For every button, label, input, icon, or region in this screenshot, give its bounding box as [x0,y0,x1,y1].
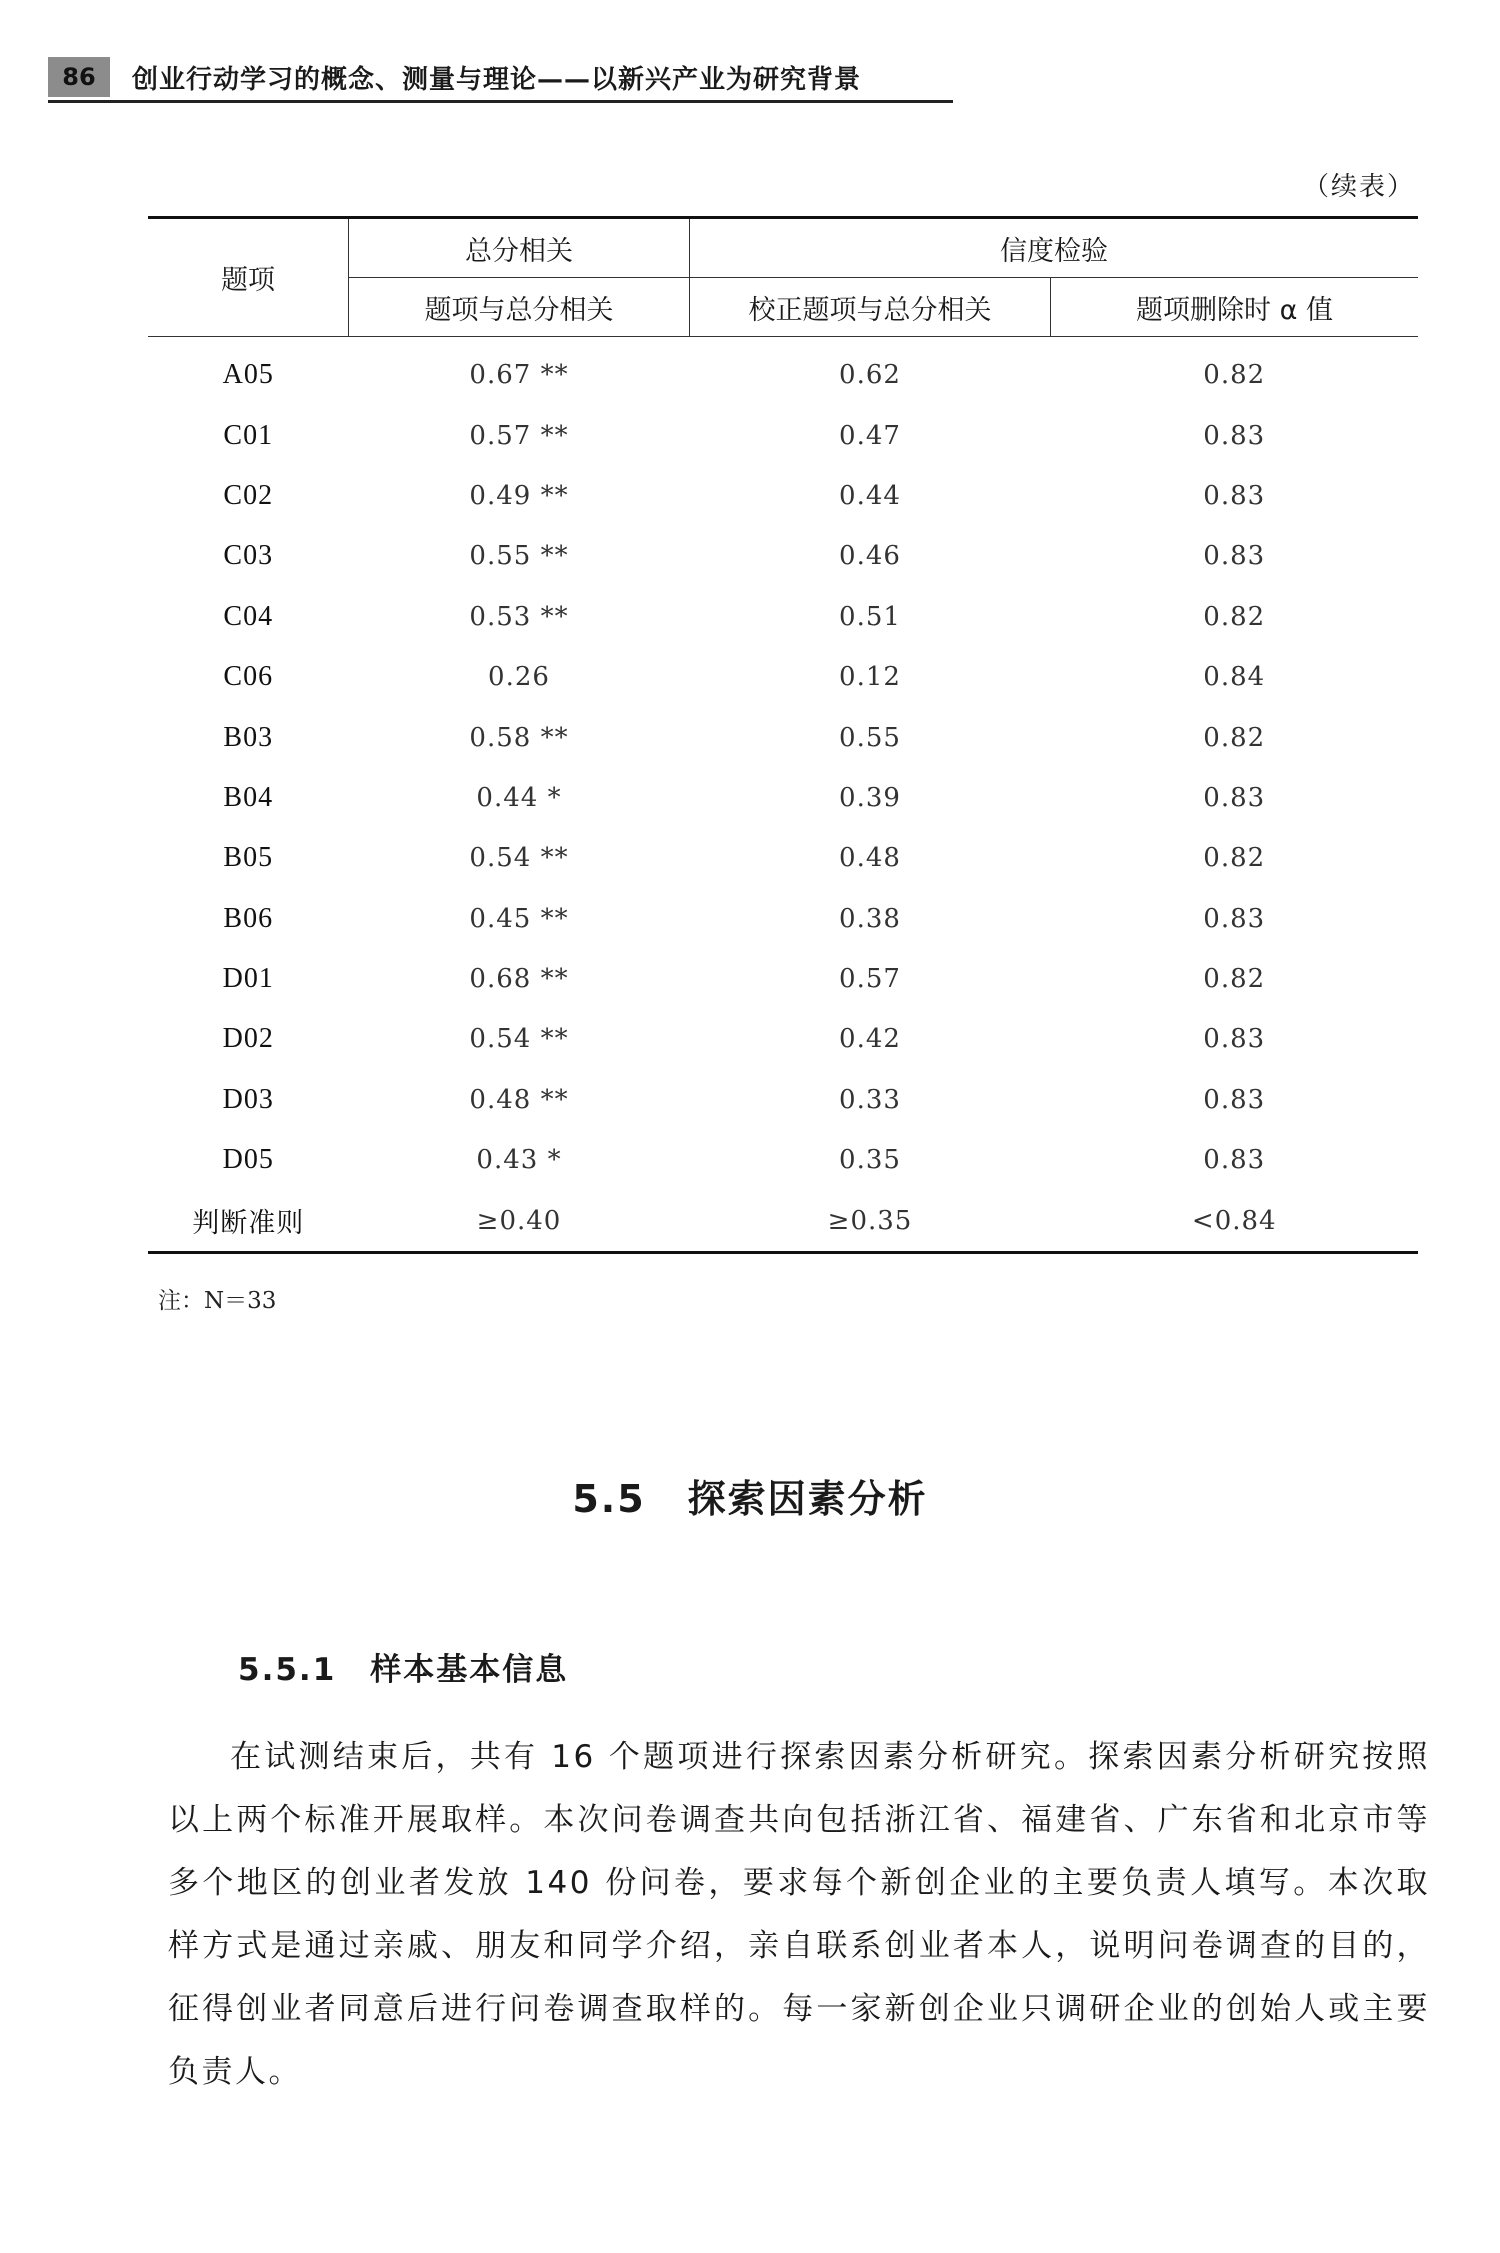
alpha-if-deleted-cell: 0.82 [1203,601,1266,632]
alpha-if-deleted-cell: 0.83 [1203,420,1266,451]
header-total-correlation-group: 总分相关 [349,218,690,278]
table-row [148,1009,1418,1069]
corrected-correlation-cell: 0.51 [839,601,901,632]
alpha-if-deleted-cell: 0.82 [1203,722,1266,753]
criteria-label: 判断准则 [148,1190,349,1252]
subsection-heading [238,1644,568,1689]
corrected-correlation-cell: 0.55 [839,722,901,753]
table-row [148,768,1418,828]
header-corrected-item-total-correlation: 校正题项与总分相关 [690,278,1051,337]
subsection-number: 5.5.1 [238,1652,337,1688]
alpha-if-deleted-cell: 0.82 [1203,843,1266,874]
criteria-total-corr: ≥0.40 [349,1190,690,1252]
header-item-total-correlation: 题项与总分相关 [349,278,690,337]
section-number: 5.5 [572,1477,646,1521]
item-cell: D01 [222,963,274,995]
table-row [148,1130,1418,1190]
corrected-correlation-cell: 0.44 [839,480,901,511]
header-alpha-if-deleted: 题项删除时 α 值 [1051,278,1419,337]
table-header-row [148,218,1418,278]
reliability-table-container [148,216,1418,1254]
item-cell: C04 [223,600,274,632]
total-correlation-cell: 0.43 * [476,1145,562,1176]
total-correlation-cell: 0.49 ** [469,480,569,511]
corrected-correlation-cell: 0.62 [839,360,901,391]
header-item: 题项 [148,218,349,337]
criteria-corrected-corr: ≥0.35 [690,1190,1051,1252]
table-row [148,587,1418,647]
table-row [148,889,1418,949]
item-cell: B06 [223,902,274,934]
total-correlation-cell: 0.45 ** [469,903,569,934]
total-correlation-cell: 0.26 [488,662,550,693]
table-row [148,828,1418,888]
total-correlation-cell: 0.68 ** [469,964,569,995]
table-row [148,949,1418,1009]
book-title: 创业行动学习的概念、测量与理论——以新兴产业为研究背景 [132,64,862,95]
section-heading [0,1468,1500,1523]
continued-label: （续表） [1302,172,1415,202]
total-correlation-cell: 0.57 ** [469,420,569,451]
alpha-if-deleted-cell: 0.82 [1203,964,1266,995]
corrected-correlation-cell: 0.39 [839,782,901,813]
corrected-correlation-cell: 0.57 [839,964,901,995]
table-row [148,707,1418,767]
table-row [148,337,1418,406]
section-title: 探索因素分析 [687,1477,928,1521]
corrected-correlation-cell: 0.46 [839,541,901,572]
table-row [148,647,1418,707]
table-row [148,466,1418,526]
corrected-correlation-cell: 0.38 [839,903,901,934]
item-cell: B03 [223,721,274,753]
page-number: 86 [48,57,110,97]
total-correlation-cell: 0.54 ** [469,843,569,874]
alpha-if-deleted-cell: 0.84 [1203,662,1266,693]
item-cell: C06 [223,661,274,693]
item-cell: D03 [222,1083,274,1115]
running-header [48,54,953,103]
total-correlation-cell: 0.58 ** [469,722,569,753]
alpha-if-deleted-cell: 0.83 [1203,541,1266,572]
criteria-alpha: <0.84 [1051,1190,1419,1252]
table-row [148,1070,1418,1130]
alpha-if-deleted-cell: 0.83 [1203,1084,1266,1115]
item-cell: C03 [223,540,274,572]
alpha-if-deleted-cell: 0.83 [1203,480,1266,511]
total-correlation-cell: 0.54 ** [469,1024,569,1055]
body-paragraph: 在试测结束后，共有 16 个题项进行探索因素分析研究。探索因素分析研究按照以上两个标准开展取样。本次问卷调查共向包括浙江省、福建省、广东省和北京市等多个地区的创业者发放 140 份问卷，要求每个新创企业的主要负责人填写。本次取样方式是通过亲戚、朋友和同学介绍，亲自联系创业者本人，说明问卷调查的目的，征得创业者同意后进行问卷调查取样的。每一家新创企业只调研企业的创始人或主要负责人。 [168,1739,1430,2090]
alpha-if-deleted-cell: 0.83 [1203,1145,1266,1176]
alpha-if-deleted-cell: 0.83 [1203,903,1266,934]
item-cell: B04 [223,781,274,813]
alpha-if-deleted-cell: 0.83 [1203,1024,1266,1055]
header-reliability-group: 信度检验 [690,218,1419,278]
total-correlation-cell: 0.53 ** [469,601,569,632]
corrected-correlation-cell: 0.35 [839,1145,901,1176]
table-row [148,405,1418,465]
corrected-correlation-cell: 0.33 [839,1084,901,1115]
total-correlation-cell: 0.55 ** [469,541,569,572]
item-cell: D05 [222,1144,274,1176]
corrected-correlation-cell: 0.48 [839,843,901,874]
reliability-table [148,216,1418,1254]
item-cell: C01 [223,419,274,451]
criteria-row [148,1190,1418,1252]
corrected-correlation-cell: 0.12 [839,662,901,693]
total-correlation-cell: 0.44 * [476,782,562,813]
item-cell: A05 [222,359,274,391]
item-cell: D02 [222,1023,274,1055]
corrected-correlation-cell: 0.42 [839,1024,901,1055]
total-correlation-cell: 0.67 ** [469,360,569,391]
item-cell: B05 [223,842,274,874]
total-correlation-cell: 0.48 ** [469,1084,569,1115]
corrected-correlation-cell: 0.47 [839,420,901,451]
subsection-title: 样本基本信息 [370,1652,569,1688]
table-body [148,337,1418,1253]
alpha-if-deleted-cell: 0.82 [1203,360,1266,391]
alpha-if-deleted-cell: 0.83 [1203,782,1266,813]
table-note: 注：N＝33 [158,1288,277,1314]
item-cell: C02 [223,479,274,511]
table-row [148,526,1418,586]
